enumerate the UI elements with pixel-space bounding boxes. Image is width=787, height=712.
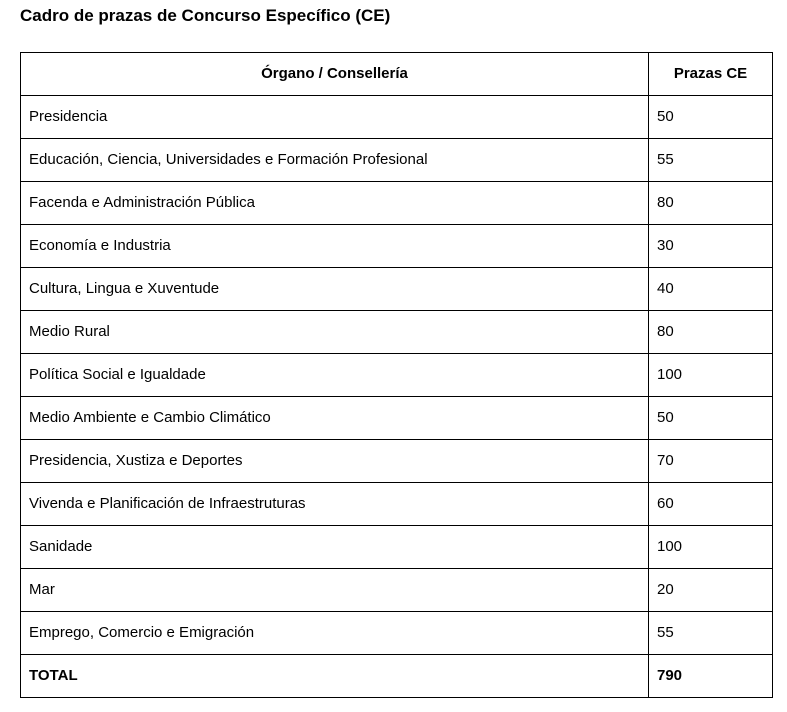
organ-cell: Mar <box>21 569 649 612</box>
total-label: TOTAL <box>21 655 649 698</box>
column-header-organ: Órgano / Consellería <box>21 53 649 96</box>
places-cell: 50 <box>649 397 773 440</box>
places-cell: 40 <box>649 268 773 311</box>
table-row <box>21 397 773 440</box>
table-row <box>21 182 773 225</box>
table-row <box>21 139 773 182</box>
organ-cell: Cultura, Lingua e Xuventude <box>21 268 649 311</box>
table-row <box>21 483 773 526</box>
table-row <box>21 354 773 397</box>
organ-cell: Presidencia <box>21 96 649 139</box>
places-cell: 50 <box>649 96 773 139</box>
table-row <box>21 569 773 612</box>
organ-cell: Vivenda e Planificación de Infraestruturas <box>21 483 649 526</box>
organ-cell: Economía e Industria <box>21 225 649 268</box>
places-cell: 60 <box>649 483 773 526</box>
organ-cell: Medio Ambiente e Cambio Climático <box>21 397 649 440</box>
organ-cell: Medio Rural <box>21 311 649 354</box>
places-cell: 20 <box>649 569 773 612</box>
table-row <box>21 225 773 268</box>
places-cell: 100 <box>649 354 773 397</box>
places-cell: 30 <box>649 225 773 268</box>
table-row <box>21 311 773 354</box>
organ-cell: Educación, Ciencia, Universidades e Formación Profesional <box>21 139 649 182</box>
organ-cell: Facenda e Administración Pública <box>21 182 649 225</box>
table-row <box>21 96 773 139</box>
table-header-row <box>21 53 773 96</box>
organ-cell: Presidencia, Xustiza e Deportes <box>21 440 649 483</box>
table-row <box>21 526 773 569</box>
total-row <box>21 655 773 698</box>
table-row <box>21 268 773 311</box>
places-cell: 55 <box>649 139 773 182</box>
places-table <box>20 52 773 698</box>
column-header-places: Prazas CE <box>649 53 773 96</box>
places-cell: 100 <box>649 526 773 569</box>
page-title: Cadro de prazas de Concurso Específico (CE) <box>20 6 391 25</box>
table-row <box>21 612 773 655</box>
places-cell: 80 <box>649 311 773 354</box>
organ-cell: Emprego, Comercio e Emigración <box>21 612 649 655</box>
total-places: 790 <box>649 655 773 698</box>
places-cell: 80 <box>649 182 773 225</box>
table-row <box>21 440 773 483</box>
organ-cell: Sanidade <box>21 526 649 569</box>
places-cell: 55 <box>649 612 773 655</box>
organ-cell: Política Social e Igualdade <box>21 354 649 397</box>
places-cell: 70 <box>649 440 773 483</box>
